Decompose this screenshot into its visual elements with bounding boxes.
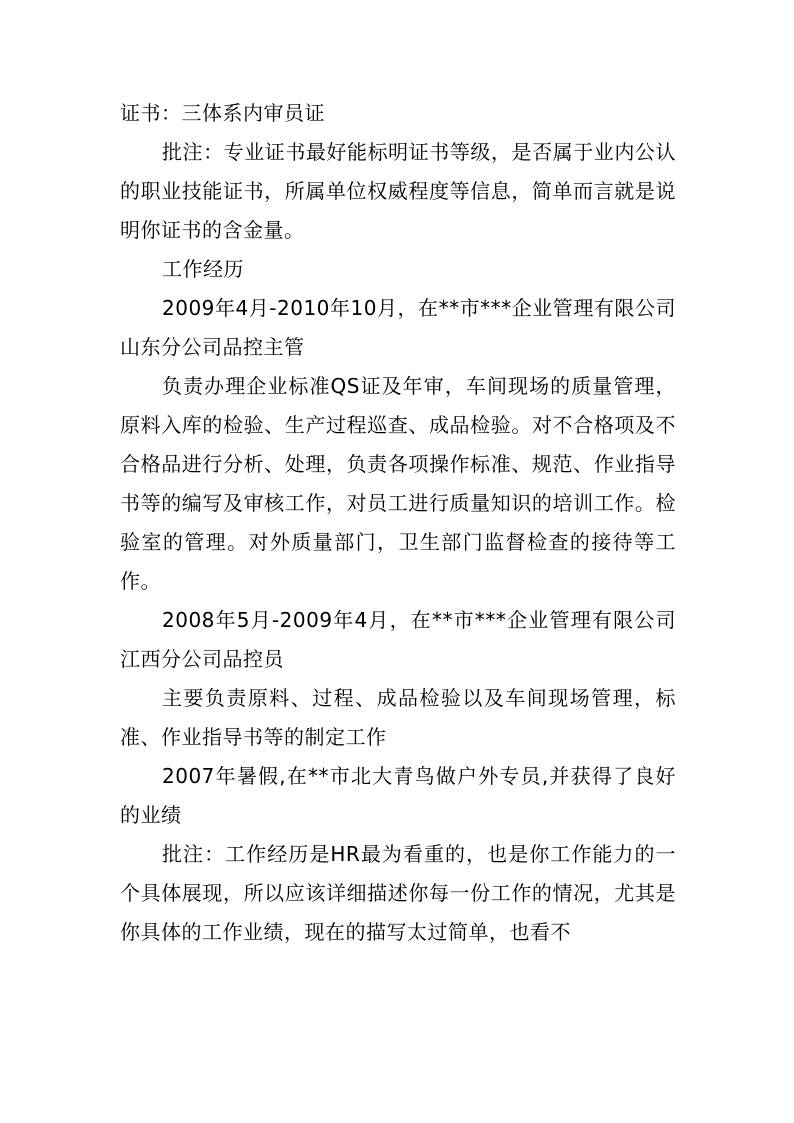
document-body xyxy=(120,94,676,952)
certificate-comment: 批注：专业证书最好能标明证书等级，是否属于业内公认的职业技能证书，所属单位权威程度等信息，简单而言就是说明你证书的含金量。 xyxy=(120,140,676,242)
job-entry-description: 主要负责原料、过程、成品检验以及车间现场管理，标准、作业指导书等的制定工作 xyxy=(120,686,676,749)
job-entry-title: 2008年5月-2009年4月，在**市***企业管理有限公司江西分公司品控员 xyxy=(120,608,676,671)
work-experience-comment: 批注：工作经历是HR最为看重的，也是你工作能力的一个具体展现，所以应该详细描述你每一份工作的情况，尤其是你具体的工作业绩，现在的描写太过简单，也看不 xyxy=(120,842,676,944)
job-entry-title: 2007年暑假,在**市北大青鸟做户外专员,并获得了良好的业绩 xyxy=(120,764,676,827)
job-entry-title: 2009年4月-2010年10月，在**市***企业管理有限公司山东分公司品控主管 xyxy=(120,296,676,359)
certificate-line: 证书：三体系内审员证 xyxy=(120,101,325,125)
section-heading-work-experience: 工作经历 xyxy=(162,257,244,281)
job-entry-description: 负责办理企业标准QS证及年审，车间现场的质量管理，原料入库的检验、生产过程巡查、成品检验。对不合格项及不合格品进行分析、处理，负责各项操作标准、规范、作业指导书等的编写及审核工作，对员工进行质量知识的培训工作。检验室的管理。对外质量部门，卫生部门监督检查的接待等工作。 xyxy=(120,374,676,593)
